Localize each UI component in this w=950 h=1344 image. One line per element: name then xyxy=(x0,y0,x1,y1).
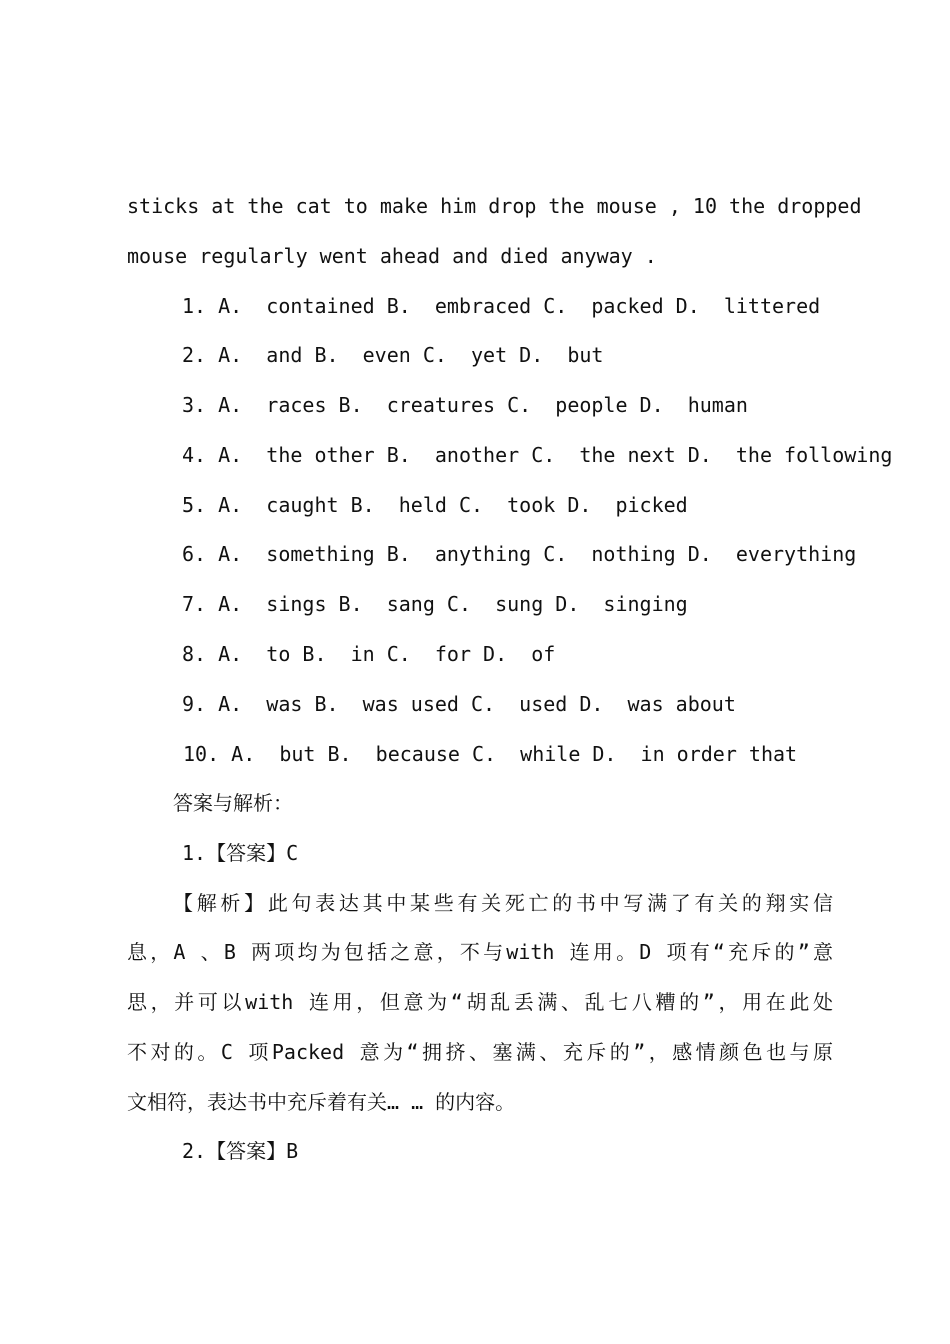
question-item: 6. A. something B. anything C. nothing D. everything xyxy=(182,542,857,566)
question-item: 1. A. contained B. embraced C. packed D. littered xyxy=(182,294,821,318)
analysis-line: 【解析】此句表达其中某些有关死亡的书中写满了有关的翔实信 xyxy=(173,891,833,915)
question-item: 9. A. was B. was used C. used D. was about xyxy=(182,692,736,716)
question-item: 8. A. to B. in C. for D. of xyxy=(182,642,556,666)
analysis-line: 思，并可以with 连用，但意为“胡乱丢满、乱七八糟的”，用在此处 xyxy=(127,990,833,1014)
question-item: 7. A. sings B. sang C. sung D. singing xyxy=(182,592,688,616)
question-item: 3. A. races B. creatures C. people D. human xyxy=(182,393,748,417)
analysis-line: 文相符，表达书中充斥着有关… … 的内容。 xyxy=(127,1090,516,1114)
answer-label: 1.【答案】C xyxy=(182,841,299,865)
question-item: 5. A. caught B. held C. took D. picked xyxy=(182,493,688,517)
question-item: 2. A. and B. even C. yet D. but xyxy=(182,343,604,367)
passage-line: mouse regularly went ahead and died anyway . xyxy=(127,244,657,268)
analysis-line: 不对的。C 项Packed 意为“拥挤、塞满、充斥的”，感情颜色也与原 xyxy=(127,1040,833,1064)
question-item: 10. A. but B. because C. while D. in order that xyxy=(183,742,798,766)
answers-heading: 答案与解析： xyxy=(173,791,293,815)
question-item: 4. A. the other B. another C. the next D. the following xyxy=(182,443,893,467)
answer-label: 2.【答案】B xyxy=(182,1139,299,1163)
passage-line: sticks at the cat to make him drop the mouse , 10 the dropped xyxy=(127,194,862,218)
analysis-line: 息，A 、B 两项均为包括之意，不与with 连用。D 项有“充斥的”意 xyxy=(127,940,833,964)
